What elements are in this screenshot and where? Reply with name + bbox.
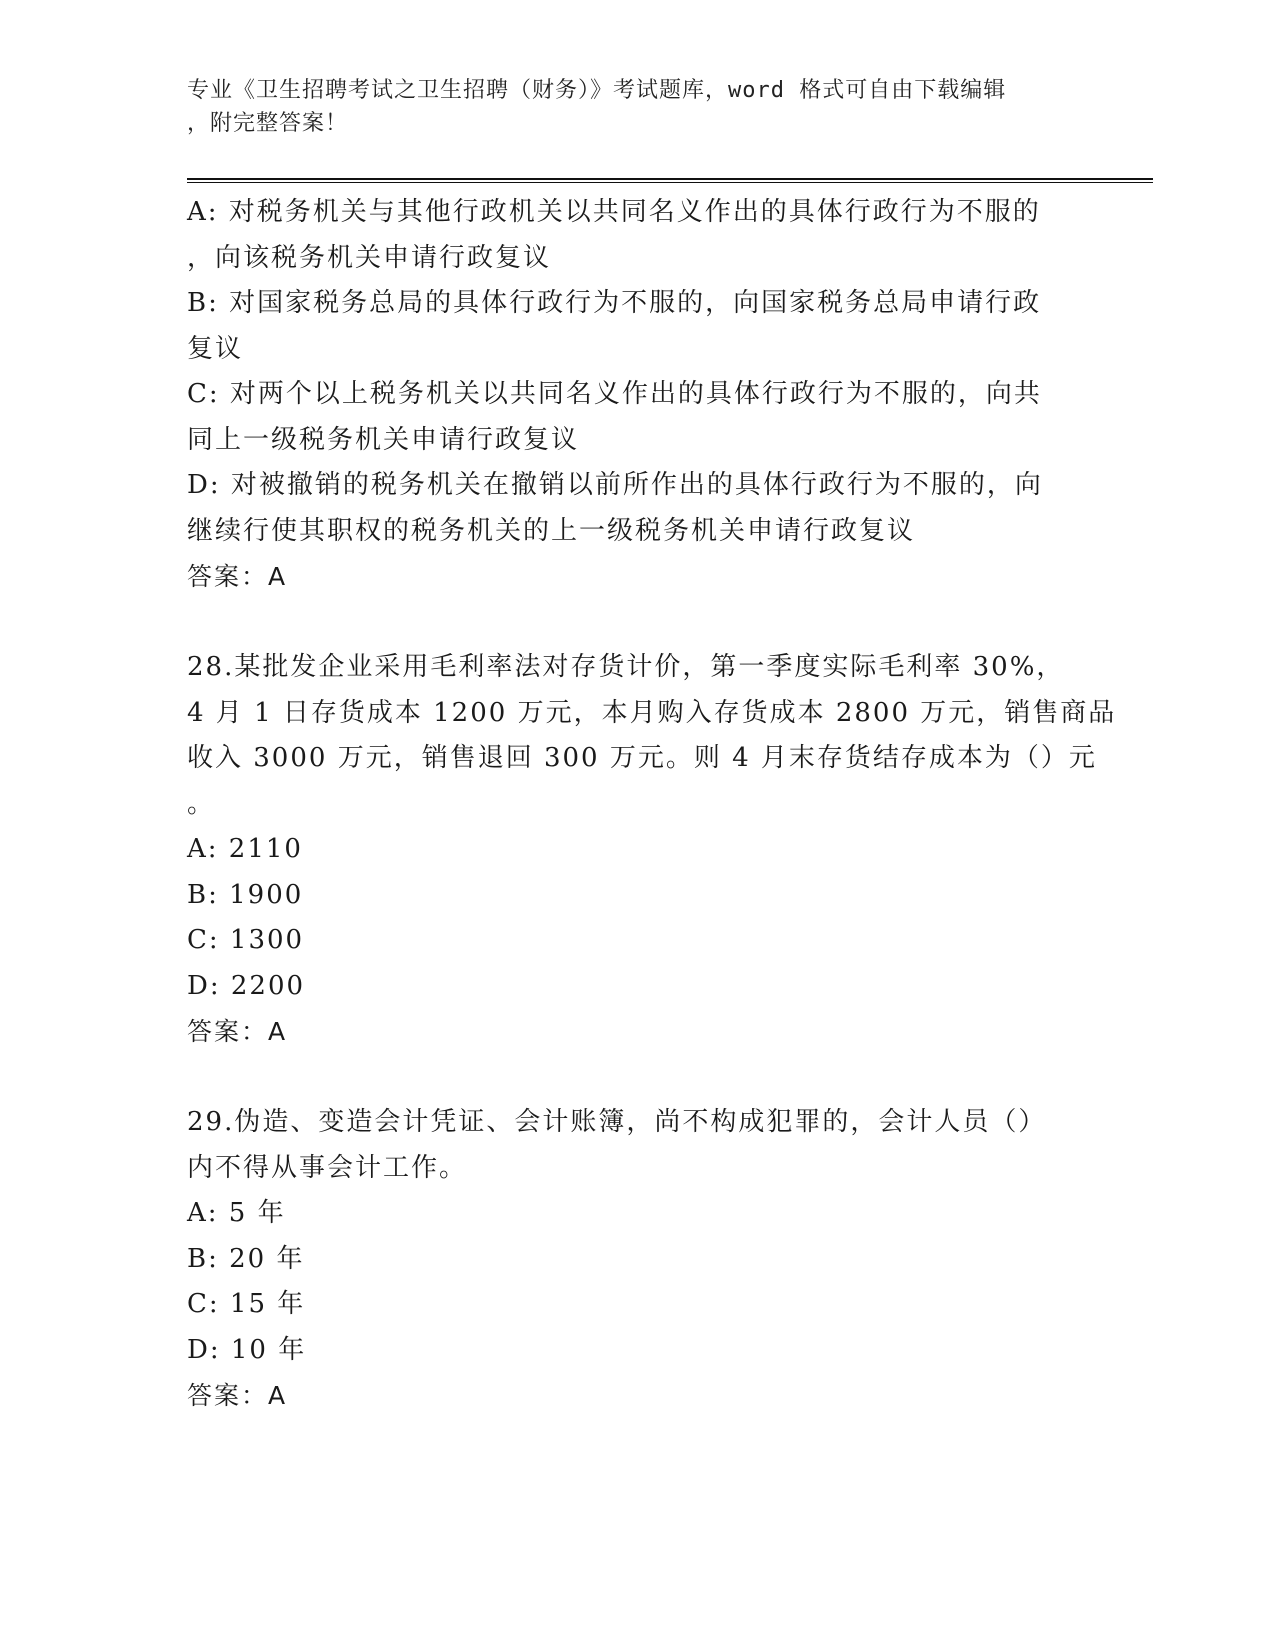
question-28 [187, 645, 1117, 1055]
q28-stem-line-1: 28.某批发企业采用毛利率法对存货计价，第一季度实际毛利率 30%， [187, 652, 1065, 682]
header-line-1: 专业《卫生招聘考试之卫生招聘（财务）》考试题库，word 格式可自由下载编辑 [187, 78, 1007, 103]
q27-answer: 答案：A [187, 562, 288, 591]
q28-stem-line-4: 。 [187, 788, 216, 819]
q29-option-a: A: 5 年 [187, 1198, 286, 1228]
question-spacer [187, 600, 1087, 646]
q27-option-c-line-1: C: 对两个以上税务机关以共同名义作出的具体行政行为不服的，向共 [187, 379, 1042, 409]
q28-stem-line-3: 收入 3000 万元，销售退回 300 万元。则 4 月末存货结存成本为（）元 [187, 743, 1097, 773]
q27-option-b-line-1: B: 对国家税务总局的具体行政行为不服的，向国家税务总局申请行政 [187, 288, 1042, 318]
q28-answer: 答案：A [187, 1017, 288, 1046]
q27-option-a-line-2: ，向该税务机关申请行政复议 [187, 242, 552, 273]
q28-option-b: B: 1900 [187, 879, 304, 910]
q28-stem-line-2: 4 月 1 日存货成本 1200 万元，本月购入存货成本 2800 万元，销售商品 [187, 697, 1117, 728]
q29-option-d: D: 10 年 [187, 1334, 307, 1365]
q27-option-d-line-1: D: 对被撤销的税务机关在撤销以前所作出的具体行政行为不服的，向 [187, 470, 1043, 500]
q29-stem-line-2: 内不得从事会计工作。 [187, 1152, 468, 1183]
q28-option-d: D: 2200 [187, 970, 306, 1001]
q29-option-c: C: 15 年 [187, 1289, 306, 1319]
document-header-note [187, 74, 1067, 140]
question-27 [187, 190, 1087, 600]
header-divider [187, 178, 1153, 183]
q27-option-b-line-2: 复议 [187, 333, 244, 364]
q27-option-d-line-2: 继续行使其职权的税务机关的上一级税务机关申请行政复议 [187, 515, 916, 546]
question-spacer [187, 1055, 1087, 1101]
q28-option-c: C: 1300 [187, 925, 305, 955]
question-29 [187, 1100, 1087, 1419]
q27-option-a-line-1: A: 对税务机关与其他行政机关以共同名义作出的具体行政行为不服的 [187, 197, 1041, 227]
q29-answer: 答案：A [187, 1381, 288, 1410]
header-line-2: ，附完整答案！ [187, 111, 349, 136]
q27-option-c-line-2: 同上一级税务机关申请行政复议 [187, 424, 580, 455]
q28-option-a: A: 2110 [187, 834, 303, 864]
q29-stem-line-1: 29.伪造、变造会计凭证、会计账簿，尚不构成犯罪的，会计人员（） [187, 1107, 1047, 1137]
q29-option-b: B: 20 年 [187, 1243, 305, 1274]
question-list [187, 190, 1117, 1419]
